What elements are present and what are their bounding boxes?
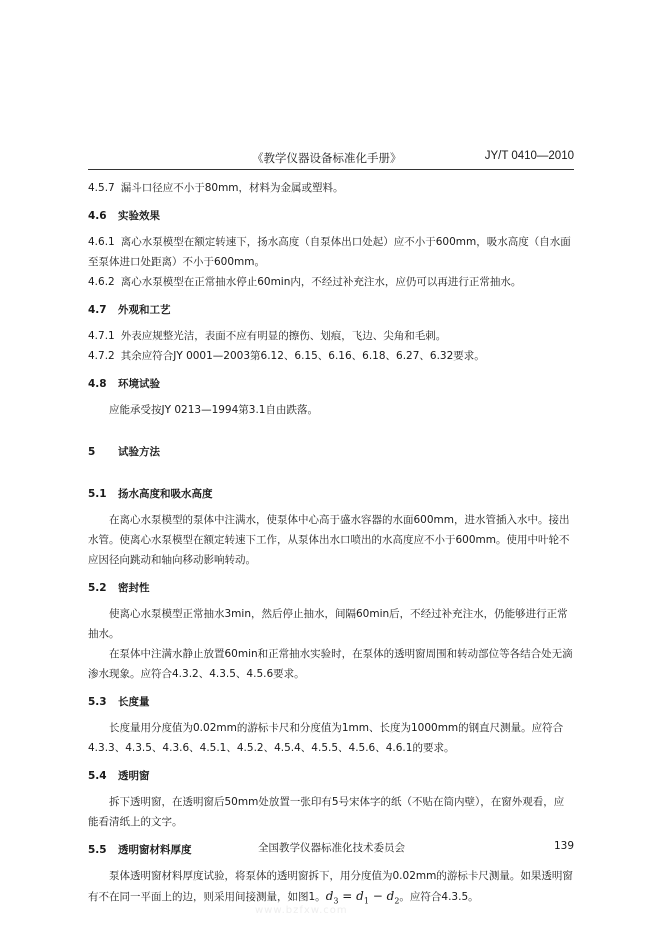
section-title: 长度量 — [118, 696, 150, 708]
section-title: 试验方法 — [118, 446, 160, 458]
section-number: 5.4 — [88, 770, 107, 782]
section-heading-5-4 — [88, 766, 574, 786]
clause-number: 4.5.7 — [88, 182, 115, 194]
faint-watermark: www.bzfxw.com — [255, 905, 348, 916]
paragraph-5-4: 拆下透明窗，在透明窗后50mm处放置一张印有5号宋体字的纸（不贴在筒内壁），在窗外观看，应能看清纸上的文字。 — [88, 796, 565, 828]
section-heading-4-6 — [88, 206, 574, 226]
section-number: 5.1 — [88, 488, 107, 500]
clause-number: 4.7.2 — [88, 350, 115, 362]
paragraph-5-1: 在离心水泵模型的泵体中注满水，使泵体中心高于盛水容器的水面600mm，进水管插入水中。接出水管。使离心水泵模型在额定转速下工作，从泵体出水口喷出的水高度应不小于600mm。使用中叶轮不应因径向跳动和轴向移动影响转动。 — [88, 514, 570, 566]
section-number: 5.5 — [88, 844, 107, 856]
paragraph-text: 泵体透明窗材料厚度试验，将泵体的透明窗拆下，用分度值为0.02mm的游标卡尺测量。如果透明窗有不在同一平面上的边，则采用间接测量，如图1。 — [88, 870, 573, 903]
page-body — [88, 178, 574, 911]
section-title: 透明窗材料厚度 — [118, 844, 192, 856]
section-number: 4.6 — [88, 210, 107, 222]
section-heading-5-2 — [88, 578, 574, 598]
book-title: 《教学仪器设备标准化手册》 — [252, 151, 402, 165]
section-heading-4-8 — [88, 374, 574, 394]
section-number: 5.3 — [88, 696, 107, 708]
clause-number: 4.6.1 — [88, 236, 115, 248]
paragraph-5-2-a: 使离心水泵模型正常抽水3min，然后停止抽水，间隔60min后，不经过补充注水，仍能够进行正常抽水。 — [88, 608, 568, 640]
section-title: 实验效果 — [118, 210, 160, 222]
section-heading-5-1 — [88, 484, 574, 504]
section-number: 5 — [88, 446, 96, 458]
paragraph-5-2-b: 在泵体中注满水静止放置60min和正常抽水实验时，在泵体的透明窗周围和转动部位等各结合处无滴渗水现象。应符合4.3.2、4.3.5、4.5.6要求。 — [88, 648, 573, 680]
standard-number: JY/T 0410—2010 — [484, 150, 574, 162]
clause-4-7-2 — [88, 346, 574, 366]
thickness-formula: $d_3 = d_1 - d_2$ — [325, 889, 400, 906]
clause-text: 离心水泵模型在正常抽水停止60min内，不经过补充注水，应仍可以再进行正常抽水。 — [120, 276, 522, 288]
paragraph-text-end: 。应符合4.3.5。 — [399, 891, 479, 903]
committee-name: 全国教学仪器标准化技术委员会 — [258, 842, 405, 854]
clause-number: 4.7.1 — [88, 330, 115, 342]
section-heading-5-3 — [88, 692, 574, 712]
section-number: 4.8 — [88, 378, 107, 390]
page-number: 139 — [553, 840, 574, 852]
clause-4-7-1 — [88, 326, 574, 346]
section-number: 4.7 — [88, 304, 107, 316]
section-title: 外观和工艺 — [118, 304, 171, 316]
paragraph-5-3: 长度量用分度值为0.02mm的游标卡尺和分度值为1mm、长度为1000mm的钢直尺测量。应符合4.3.3、4.3.5、4.3.6、4.5.1、4.5.2、4.5.4、4.5.5、4.5.6、4.6.1的要求。 — [88, 722, 564, 754]
clause-text: 离心水泵模型在额定转速下，扬水高度（自泵体出口处起）应不小于600mm，吸水高度（自水面至泵体进口处距离）不小于600mm。 — [88, 236, 571, 268]
clause-text: 其余应符合JY 0001—2003第6.12、6.15、6.16、6.18、6.27、6.32要求。 — [120, 350, 485, 362]
clause-text: 外表应规整光洁，表面不应有明显的擦伤、划痕，飞边、尖角和毛刺。 — [120, 330, 447, 342]
header-rule — [88, 169, 574, 170]
section-heading-5 — [88, 442, 574, 462]
section-heading-4-7 — [88, 300, 574, 320]
section-number: 5.2 — [88, 582, 107, 594]
section-title: 透明窗 — [118, 770, 150, 782]
section-title: 密封性 — [118, 582, 150, 594]
paragraph-4-8: 应能承受按JY 0213—1994第3.1自由跌落。 — [109, 404, 318, 416]
running-header — [88, 150, 574, 168]
section-title: 扬水高度和吸水高度 — [118, 488, 213, 500]
section-title: 环境试验 — [118, 378, 160, 390]
clause-text: 漏斗口径应不小于80mm，材料为金属或塑料。 — [120, 182, 344, 194]
clause-4-6-1 — [88, 232, 574, 272]
clause-number: 4.6.2 — [88, 276, 115, 288]
clause-4-5-7 — [88, 178, 574, 198]
page-footer — [88, 840, 574, 858]
clause-4-6-2 — [88, 272, 574, 292]
